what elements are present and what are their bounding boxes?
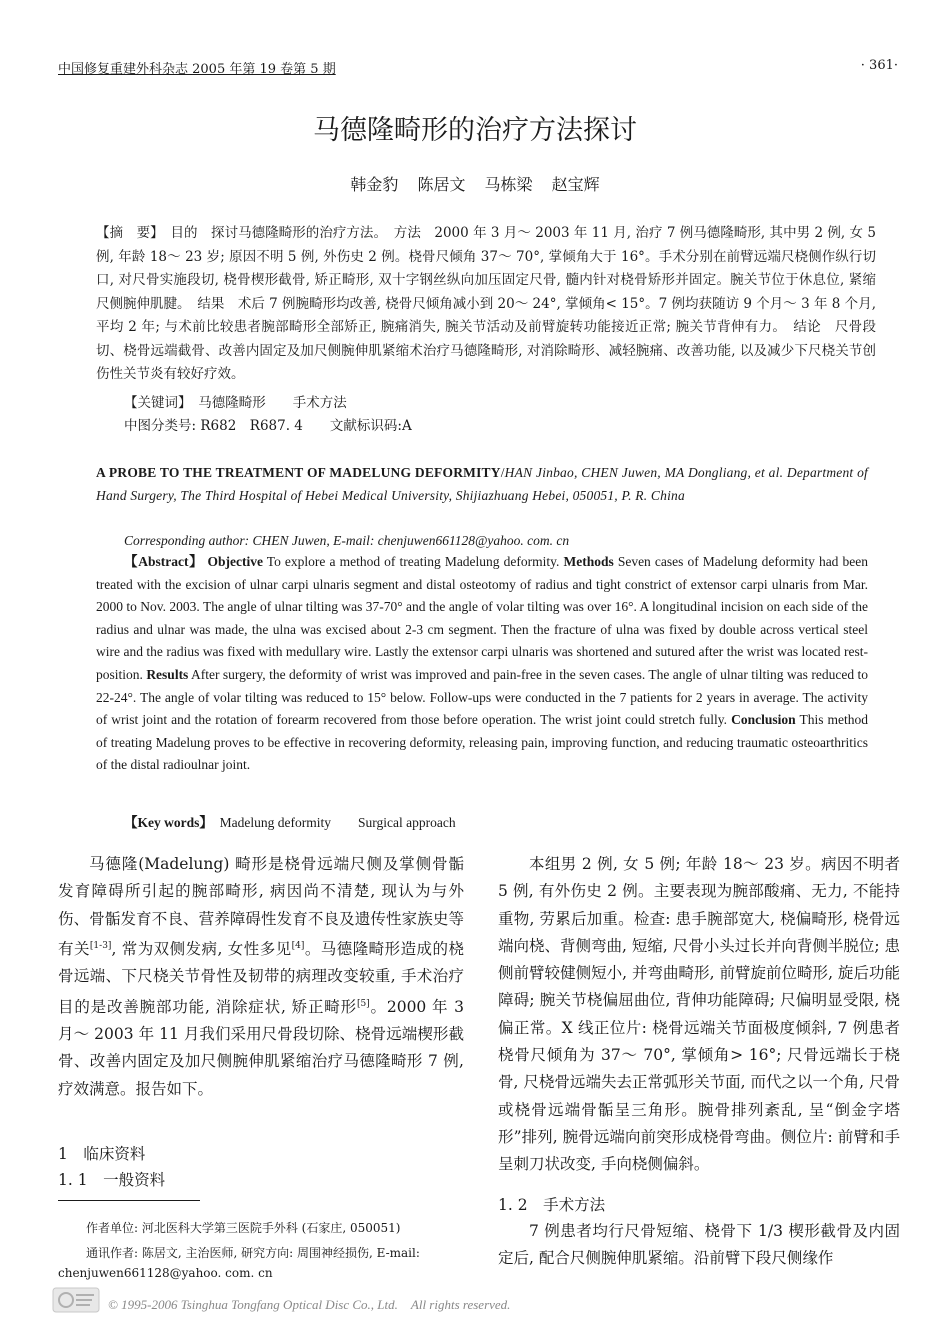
citation: [5]: [356, 998, 370, 1009]
conclusion-label: Conclusion: [731, 712, 796, 728]
results-text: After surgery, the deformity of wrist was improved and pain-free in the seven cases. The angle of ulnar tilting was reduced to 22-24°. The angle of volar tilting was reduced to 15° below. Follow-ups were conducted in the 7 patients for 2 years in average. The activity of wrist joint and the rotation of forearm recovered from those before operation. The wrist joint could stretch fully.: [96, 666, 868, 728]
objective-text: To explore a method of treating Madelung deformity.: [266, 554, 560, 569]
page-number: · 361·: [860, 58, 898, 73]
case-paragraph: 本组男 2 例, 女 5 例; 年龄 18～ 23 岁。病因不明者 5 例, 有外伤史 2 例。主要表现为腕部酸痛、无力, 不能持重物, 劳累后加重。检查: 患手腕部宽大, 桡偏畸形, 桡骨远端向桡、背侧弯曲, 短缩, 尺骨小头过长并向背侧半脱位; 患侧前臂较健侧短小, 并弯曲畸形, 前臂旋前位畸形, 旋后功能障碍; 腕关节桡偏屈曲位, 背伸功能障碍; 尺偏明显受限, 桡偏正常。X 线正位片: 桡骨远端关节面极度倾斜, 7 例患者桡骨尺倾角为 37～ 70°, 掌倾角> 16°; 尺骨远端长于桡骨, 尺桡骨远端失去正常弧形关节面, 而代之以一个角, 尺骨或桡骨远端骨骺呈三角形。腕骨排列紊乱, 呈“倒金字塔形”排列, 腕骨远端向前突形成桡骨弯曲。侧位片: 前臂和手呈刺刀状改变, 手向桡侧偏斜。: [498, 855, 900, 1174]
abstract-text: 目的 探讨马德隆畸形的治疗方法。 方法 2000 年 3 月～ 2003 年 11 月, 治疗 7 例马德隆畸形, 其中男 2 例, 女 5 例, 年龄 18～ 23 岁; 原因不明 5 例, 外伤史 2 例。桡骨尺倾角 37～ 70°, 掌倾角大于 16°。手术分别在前臂远端尺桡侧作纵行切口, 对尺骨实施段切, 桡骨楔形截骨, 矫正畸形, 双十字钢丝纵向加压固定尺骨, 髓内针对桡骨矫形并固定。腕关节位于休息位, 紧缩尺侧腕伸肌腱。 结果 术后 7 例腕畸形均改善, 桡骨尺倾角减小到 20～ 24°, 掌倾角< 15°。7 例均获随访 9 个月～ 3 年 8 个月, 平均 2 年; 与术前比较患者腕部畸形全部矫正, 腕痛消失, 腕关节活动及前臂旋转功能接近正常; 腕关节背伸有力。 结论 尺骨段切、桡骨远端截骨、改善内固定及加尺侧腕伸肌紧缩术治疗马德隆畸形, 对消除畸形、减轻腕痛、改善功能, 以及减少下尺桡关节创伤性关节炎有较好疗效。: [96, 225, 876, 382]
classification-line: [96, 415, 876, 439]
keywords-label: 【关键词】: [124, 395, 185, 411]
footnote-rule: [58, 1200, 200, 1201]
english-authors: HAN Jinbao, CHEN Juwen, MA Dongliang, et al. Department of Hand Surgery, The Third Hospital of Hebei Medical University, Shijiazhuang Hebei, 050051, P. R. China: [96, 465, 868, 503]
keywords-label-en: 【Key words】: [124, 815, 207, 830]
chinese-abstract: [96, 222, 876, 387]
intro-text-2: , 常为双侧发病, 女性多见: [111, 940, 292, 959]
english-title-block: A PROBE TO THE TREATMENT OF MADELUNG DEFORMITY/HAN Jinbao, CHEN Juwen, MA Dongliang, et al. Department of Hand Surgery, The Third Hospital of Hebei Medical University, Shijiazhuang Hebei, 050051, P. R. China: [96, 465, 868, 503]
method-paragraph: 7 例患者均行尺骨短缩、桡骨下 1/3 楔形截骨及内固定后, 配合尺侧腕伸肌紧缩。沿前臂下段尺侧缘作: [498, 1222, 900, 1268]
methods-label: Methods: [563, 554, 614, 569]
english-title: A PROBE TO THE TREATMENT OF MADELUNG DEFORMITY: [96, 465, 501, 480]
keywords-text-en: Madelung deformity Surgical approach: [219, 815, 456, 830]
citation: [4]: [291, 940, 305, 951]
english-keywords: [96, 812, 868, 835]
section-heading-1-2: 1. 2 手术方法: [498, 1196, 606, 1214]
method-paragraph-wrap: [498, 1218, 900, 1273]
intro-text-1: 马德隆(Madelung) 畸形是桡骨远端尺侧及掌侧骨骺发育障碍所引起的腕部畸形, 病因尚不清楚, 现认为与外伤、骨骺发育不良、营养障碍性发育不良及遗传性家族史等有关: [58, 855, 464, 959]
body-left-column: [58, 851, 464, 1103]
body-right-column: [498, 851, 900, 1179]
doc-code: A: [401, 418, 412, 434]
conclusion-text: This method of treating Madelung proves to be effective in recovering deformity, releasing pain, improving function, and reducing traumatic osteoarthritics of the distal radioulnar joint.: [96, 712, 869, 773]
section-heading-1-1: 1. 1 一般资料: [58, 1171, 166, 1189]
publisher-logo-icon: [52, 1287, 100, 1313]
english-abstract: [96, 551, 868, 777]
methods-text: Seven cases of Madelung deformity had been treated with the excision of ulnar carpi ulnaris segment and distal osteotomy of radius and tight constrict of extensor carpi ulnaris from Mar. 2000 to Nov. 2003. The angle of ulnar tilting was 37-70° and the angle of volar tilting was over 16°. A longitudinal incision on each side of the radius and ulnar was made, the ulna was excised about 2-3 cm segment. Then the fracture of ulna was fixed by double across vertical steel wire and the radius was fixed with medullary wire. Lastly the extensor carpi ulnaris was shortened and sutured after the wrist was located rest-position.: [96, 554, 869, 682]
copyright-notice: © 1995-2006 Tsinghua Tongfang Optical Disc Co., Ltd. All rights reserved.: [108, 1297, 511, 1312]
citation: [1-3]: [89, 940, 112, 951]
intro-paragraph: [58, 851, 464, 1103]
correspondence-line: Corresponding author: CHEN Juwen, E-mail: chenjuwen661128@yahoo. com. cn: [124, 533, 570, 548]
doc-code-label: 文献标识码:: [329, 418, 402, 434]
journal-header: 中国修复重建外科杂志 2005 年第 19 卷第 5 期: [58, 62, 336, 77]
intro-text-4: 。2000 年 3 月～ 2003 年 11 月我们采用尺骨段切除、桡骨远端楔形截骨、改善内固定及加尺侧腕伸肌紧缩治疗马德隆畸形 7 例, 疗效满意。报告如下。: [58, 997, 464, 1098]
abstract-label: 【摘 要】: [96, 225, 157, 241]
chinese-keywords: [96, 392, 876, 416]
objective-label: Objective: [207, 554, 263, 569]
intro-text-3: 。马德隆畸形造成的桡骨远端、下尺桡关节骨性及韧带的病理改变较重, 手术治疗目的是改善腕部功能, 消除症状, 矫正畸形: [58, 940, 464, 1016]
results-label: Results: [146, 666, 189, 682]
clc-code: R682 R687. 4: [200, 418, 303, 434]
clc-label: 中图分类号:: [124, 418, 197, 434]
author-list: 韩金豹 陈居文 马栋梁 赵宝辉: [350, 175, 600, 194]
footnote-affiliation: 作者单位: 河北医科大学第三医院手外科 (石家庄, 050051): [86, 1221, 401, 1235]
footnote-correspondence: 通讯作者: 陈居文, 主治医师, 研究方向: 周围神经损伤, E-mail: chenjuwen661128@yahoo. com. cn: [58, 1246, 420, 1280]
section-heading-1: 1 临床资料: [58, 1145, 146, 1163]
keywords-text: 马德隆畸形 手术方法: [198, 395, 347, 411]
article-title: 马德隆畸形的治疗方法探讨: [313, 115, 637, 146]
abstract-label-en: 【Abstract】: [124, 554, 204, 569]
